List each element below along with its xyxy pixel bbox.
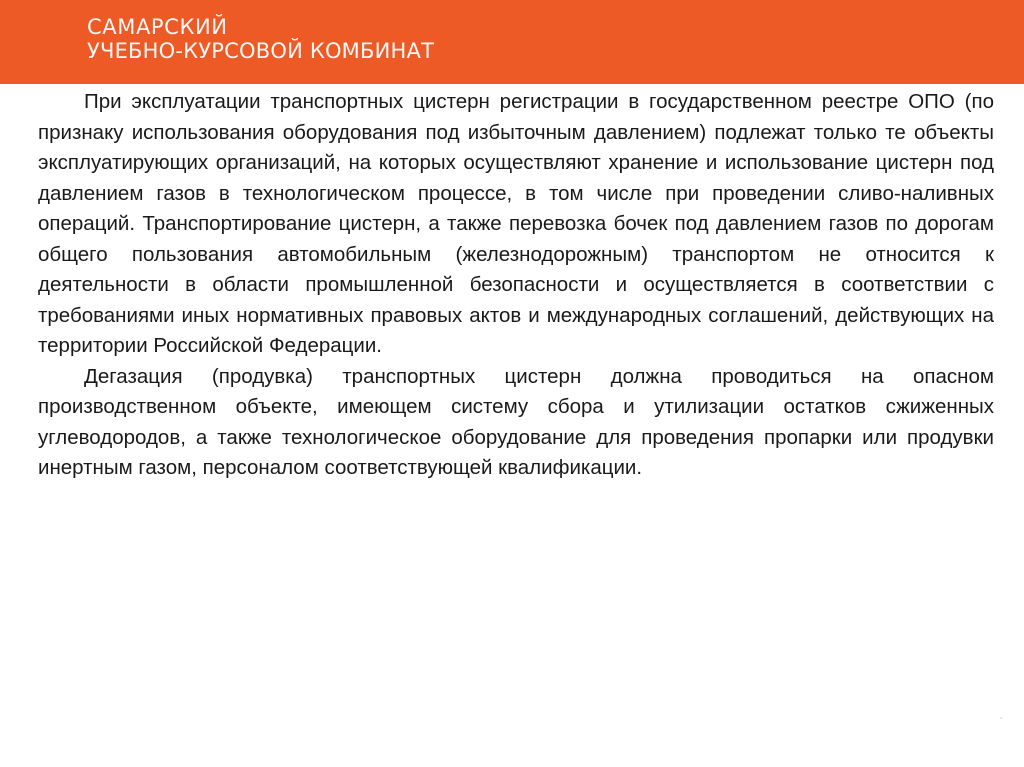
brand-line-2: УЧЕБНО-КУРСОВОЙ КОМБИНАТ	[87, 39, 435, 63]
paragraph-1: При эксплуатации транспортных цистерн регистрации в государственном реестре ОПО (по признаку использования оборудования под избыточным давлением) подлежат только те объекты эксплуатирующих организаций, на которых осуществляют хранение и использование цистерн под давлением газов в технологическом процессе, в том числе при проведении сливо-наливных операций. Транспортирование цистерн, а также перевозка бочек под давлением газов по дорогам общего пользования автомобильным (железнодорожным) транспортом не относится к деятельности в области промышленной безопасности и осуществляется в соответствии с требованиями иных нормативных правовых актов и международных соглашений, действующих на территории Российской Федерации.	[38, 90, 994, 357]
brand-logo-text	[87, 15, 434, 63]
paragraph-2: Дегазация (продувка) транспортных цистерн должна проводиться на опасном производственном объекте, имеющем систему сбора и утилизации остатков сжиженных углеводородов, а также технологическое оборудование для проведения пропарки или продувки инертным газом, персоналом соответствующей квалификации.	[38, 364, 994, 479]
slide-body	[38, 87, 994, 484]
brand-line-1: САМАРСКИЙ	[87, 15, 228, 39]
header-bar	[0, 0, 1024, 84]
footer-mark: -	[999, 713, 1003, 724]
